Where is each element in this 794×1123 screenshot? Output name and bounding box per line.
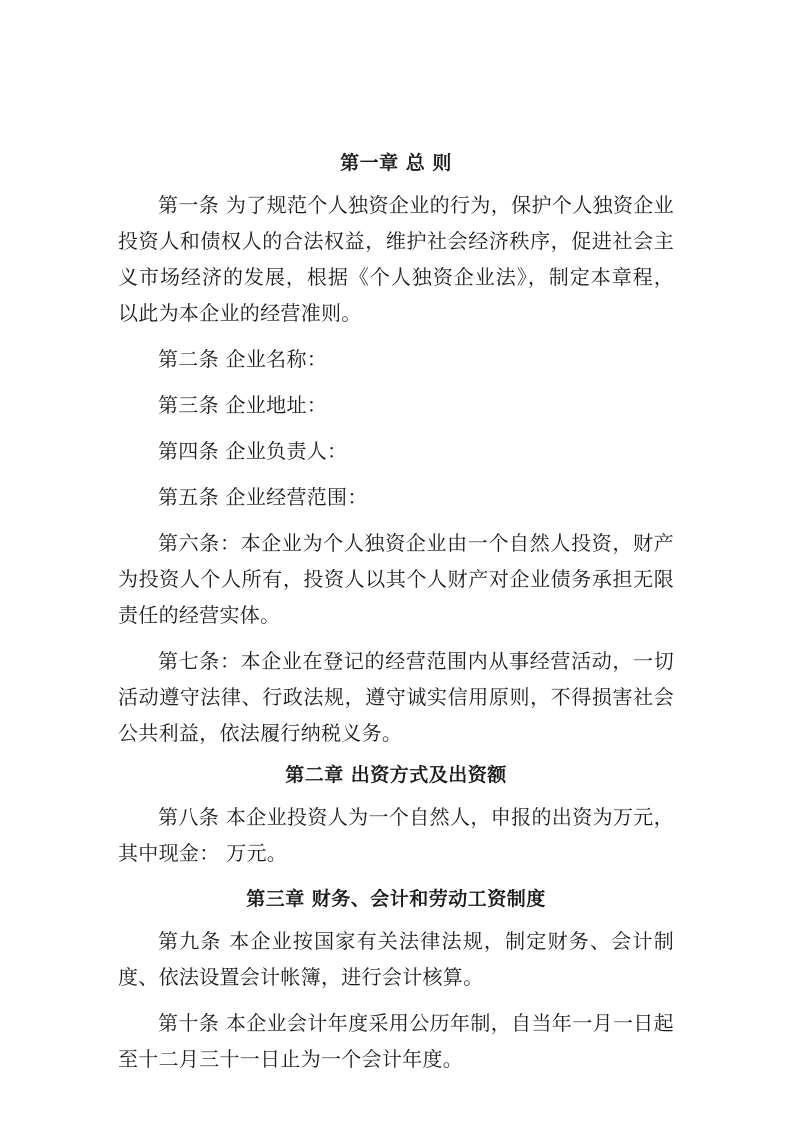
article-8: 第八条 本企业投资人为一个自然人，申报的出资为万元，其中现金： 万元。 <box>118 805 674 865</box>
chapter-3-title: 第三章 财务、会计和劳动工资制度 <box>246 888 546 910</box>
article-4: 第四条 企业负责人： <box>158 439 348 463</box>
article-7: 第七条：本企业在登记的经营范围内从事经营活动，一切活动遵守法律、行政法规，遵守诚实信用原则，不得损害社会公共利益，依法履行纳税义务。 <box>118 649 674 745</box>
article-10: 第十条 本企业会计年度采用公历年制，自当年一月一日起至十二月三十一日止为一个会计年度。 <box>118 1011 674 1071</box>
article-6: 第六条：本企业为个人独资企业由一个自然人投资，财产为投资人个人所有，投资人以其个人财产对企业债务承担无限责任的经营实体。 <box>118 531 674 627</box>
document-page <box>118 145 674 1077</box>
chapter-2-title: 第二章 出资方式及出资额 <box>285 764 507 786</box>
article-5: 第五条 企业经营范围： <box>158 485 368 509</box>
article-3: 第三条 企业地址： <box>158 393 328 417</box>
article-9: 第九条 本企业按国家有关法律法规，制定财务、会计制度、依法设置会计帐簿，进行会计核算。 <box>118 929 674 989</box>
article-2: 第二条 企业名称： <box>158 347 328 371</box>
chapter-1-title: 第一章 总 则 <box>340 152 452 174</box>
article-1: 第一条 为了规范个人独资企业的行为，保护个人独资企业投资人和债权人的合法权益，维护社会经济秩序，促进社会主义市场经济的发展，根据《个人独资企业法》，制定本章程，以此为本企业的经营准则。 <box>118 193 674 325</box>
